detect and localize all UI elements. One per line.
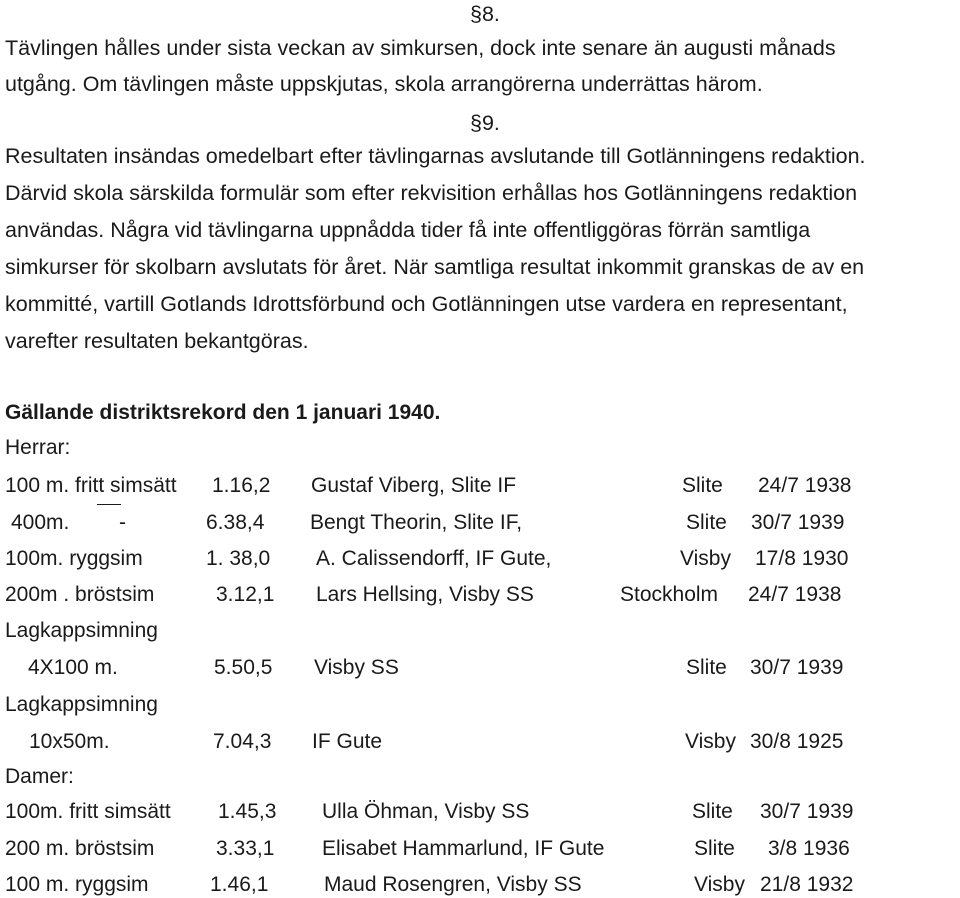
record-holder: Maud Rosengren, Visby SS xyxy=(324,873,582,896)
record-event: 100 m. fritt simsätt xyxy=(5,474,177,497)
paragraph-9-line-3: användas. Några vid tävlingarna uppnådda tider få inte offentliggöras förrän samtliga xyxy=(5,218,811,242)
record-holder: Bengt Theorin, Slite IF, xyxy=(310,511,523,534)
record-time: 7.04,3 xyxy=(213,730,272,753)
record-date: 3/8 1936 xyxy=(768,837,850,860)
record-time: 1.46,1 xyxy=(210,873,269,896)
records-title: Gällande distriktsrekord den 1 januari 1940. xyxy=(5,401,441,424)
paragraph-9-line-6: varefter resultaten bekantgöras. xyxy=(5,329,309,353)
record-event: 400m. xyxy=(11,511,70,534)
record-date: 24/7 1938 xyxy=(758,474,852,497)
record-event-ditto: - xyxy=(119,511,126,534)
paragraph-9-line-4: simkurser för skolbarn avslutats för året. När samtliga resultat inkommit granskas de av en xyxy=(5,255,865,279)
record-place: Slite xyxy=(686,511,727,534)
ditto-line xyxy=(97,504,121,505)
record-date: 24/7 1938 xyxy=(748,583,842,606)
record-time: 1.45,3 xyxy=(218,800,277,823)
record-place: Slite xyxy=(686,656,727,679)
section-8-heading: §8. xyxy=(470,2,500,26)
record-time: 3.33,1 xyxy=(216,837,275,860)
record-event: 200m . bröstsim xyxy=(5,583,155,606)
record-time: 1.16,2 xyxy=(212,474,271,497)
record-event: 200 m. bröstsim xyxy=(5,837,155,860)
record-event-label: Lagkappsimning xyxy=(5,619,158,642)
record-place: Stockholm xyxy=(620,583,719,606)
record-time: 6.38,4 xyxy=(206,511,265,534)
record-holder: Gustaf Viberg, Slite IF xyxy=(311,474,517,497)
record-place: Slite xyxy=(694,837,735,860)
record-event: 100m. fritt simsätt xyxy=(5,800,171,823)
record-place: Visby xyxy=(680,547,731,570)
record-holder: Elisabet Hammarlund, IF Gute xyxy=(322,837,605,860)
paragraph-9-line-1: Resultaten insändas omedelbart efter tävlingarnas avslutande till Gotlänningens redaktion. xyxy=(5,144,866,168)
record-date: 30/7 1939 xyxy=(751,511,845,534)
paragraph-8-line-2: utgång. Om tävlingen måste uppskjutas, skola arrangörerna underrättas härom. xyxy=(5,72,763,96)
record-place: Visby xyxy=(685,730,736,753)
paragraph-9-line-5: kommitté, vartill Gotlands Idrottsförbund och Gotlänningen utse vardera en representant, xyxy=(5,292,848,316)
record-holder: Ulla Öhman, Visby SS xyxy=(322,800,530,823)
record-date: 17/8 1930 xyxy=(755,547,849,570)
record-event: 4X100 m. xyxy=(28,656,118,679)
record-time: 5.50,5 xyxy=(214,656,273,679)
record-date: 30/8 1925 xyxy=(750,730,844,753)
record-holder: IF Gute xyxy=(312,730,383,753)
record-event-label: Lagkappsimning xyxy=(5,693,158,716)
record-event: 100 m. ryggsim xyxy=(5,873,149,896)
record-place: Slite xyxy=(682,474,723,497)
record-date: 30/7 1939 xyxy=(750,656,844,679)
paragraph-8-line-1: Tävlingen hålles under sista veckan av simkursen, dock inte senare än augusti månads xyxy=(5,36,836,60)
record-event: 10x50m. xyxy=(29,730,110,753)
record-time: 3.12,1 xyxy=(216,583,275,606)
paragraph-9-line-2: Därvid skola särskilda formulär som efter rekvisition erhållas hos Gotlänningens redaktion xyxy=(5,181,858,205)
record-time: 1. 38,0 xyxy=(206,547,271,570)
damer-label: Damer: xyxy=(5,765,74,788)
record-place: Slite xyxy=(692,800,733,823)
record-place: Visby xyxy=(694,873,745,896)
record-holder: A. Calissendorff, IF Gute, xyxy=(316,547,552,570)
record-holder: Lars Hellsing, Visby SS xyxy=(316,583,534,606)
record-event: 100m. ryggsim xyxy=(5,547,143,570)
herrar-label: Herrar: xyxy=(5,436,71,459)
record-holder: Visby SS xyxy=(314,656,399,679)
record-date: 30/7 1939 xyxy=(760,800,854,823)
section-9-heading: §9. xyxy=(470,111,500,135)
record-date: 21/8 1932 xyxy=(760,873,854,896)
